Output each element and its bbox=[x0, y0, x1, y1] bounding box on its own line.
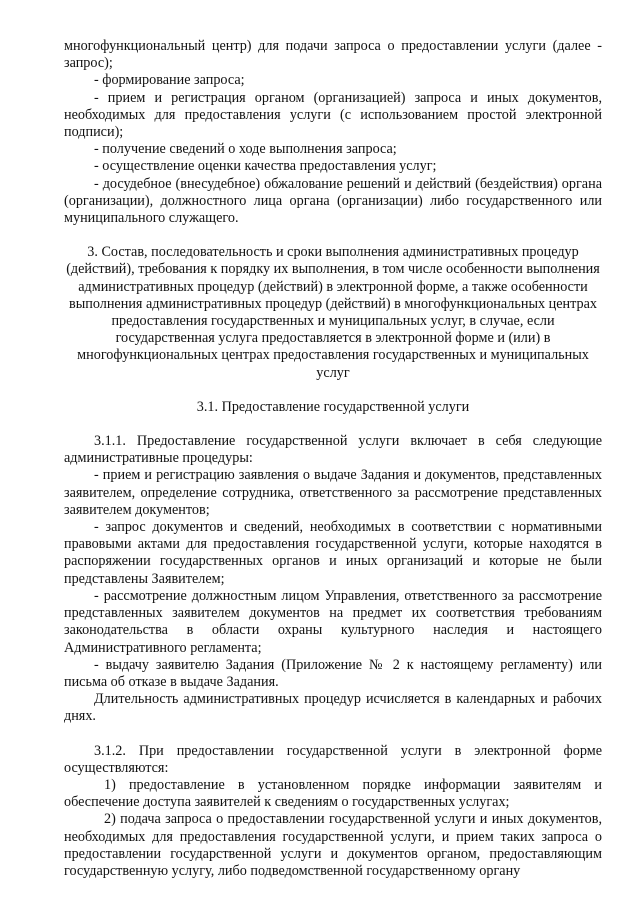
document-page bbox=[64, 38, 602, 880]
section-3-heading: 3. Состав, последовательность и сроки выполнения административных процедур (действий), требования к порядку их выполнения, в том числе особенности выполнения административных процедур (действий) в электронной форме, а также особенности выполнения административных процедур (действий) в многофункциональных центрах предоставления государственных и муниципальных услуг, в случае, если государственная услуга предоставляется в электронной форме и (или) в многофункциональных центрах предоставления государственных и муниципальных услуг bbox=[66, 244, 600, 381]
procedure-item-request-documents: - запрос документов и сведений, необходимых в соответствии с нормативными правовыми актами для предоставления государственной услуги, которые находятся в распоряжении государственных органов и иных организаций и которые не были представлены Заявителем; bbox=[64, 519, 602, 587]
procedure-duration-note: Длительность административных процедур исчисляется в календарных и рабочих днях. bbox=[64, 691, 602, 725]
section-3-1-heading: 3.1. Предоставление государственной услуги bbox=[196, 398, 470, 415]
electronic-item-submission: 2) подача запроса о предоставлении государственной услуги и иных документов, необходимых для предоставления государственной услуги, и прием таких запроса о предоставлении государственной услуги и документов органом, предоставляющим государственную услугу, либо подведомственной государственному органу bbox=[64, 811, 602, 879]
electronic-item-information: 1) предоставление в установленном порядке информации заявителям и обеспечение доступа заявителей к сведениям о государственных услугах; bbox=[64, 776, 602, 811]
list-item-form-request: - формирование запроса; bbox=[94, 72, 245, 89]
list-item-appeal: - досудебное (внесудебное) обжалование решений и действий (бездействия) органа (организации), должностного лица органа (организации) либо государственного или муниципального служащего. bbox=[64, 175, 602, 227]
list-item-receive-register: - прием и регистрация органом (организацией) запроса и иных документов, необходимых для предоставления услуги (с использованием простой электронной подписи); bbox=[64, 89, 602, 141]
procedure-item-issue-task: - выдачу заявителю Задания (Приложение № 2 к настоящему регламенту) или письма об отказе в выдаче Задания. bbox=[64, 656, 602, 690]
list-item-status-info: - получение сведений о ходе выполнения запроса; bbox=[94, 141, 397, 158]
section-3-1-1-intro: 3.1.1. Предоставление государственной услуги включает в себя следующие административные процедуры: bbox=[64, 433, 602, 467]
intro-paragraph-continuation: многофункциональный центр) для подачи запроса о предоставлении услуги (далее - запрос); bbox=[64, 38, 602, 72]
list-item-quality-assessment: - осуществление оценки качества предоставления услуг; bbox=[94, 158, 437, 175]
procedure-item-review: - рассмотрение должностным лицом Управления, ответственного за рассмотрение представленных заявителем документов на предмет их соответствия требованиям законодательства в области охраны культурного наследия и настоящего Административного регламента; bbox=[64, 587, 602, 656]
section-3-1-2-intro: 3.1.2. При предоставлении государственной услуги в электронной форме осуществляются: bbox=[64, 742, 602, 776]
procedure-item-reception: - прием и регистрацию заявления о выдаче Задания и документов, представленных заявителем, определение сотрудника, ответственного за рассмотрение представленных заявителем документов; bbox=[64, 467, 602, 518]
